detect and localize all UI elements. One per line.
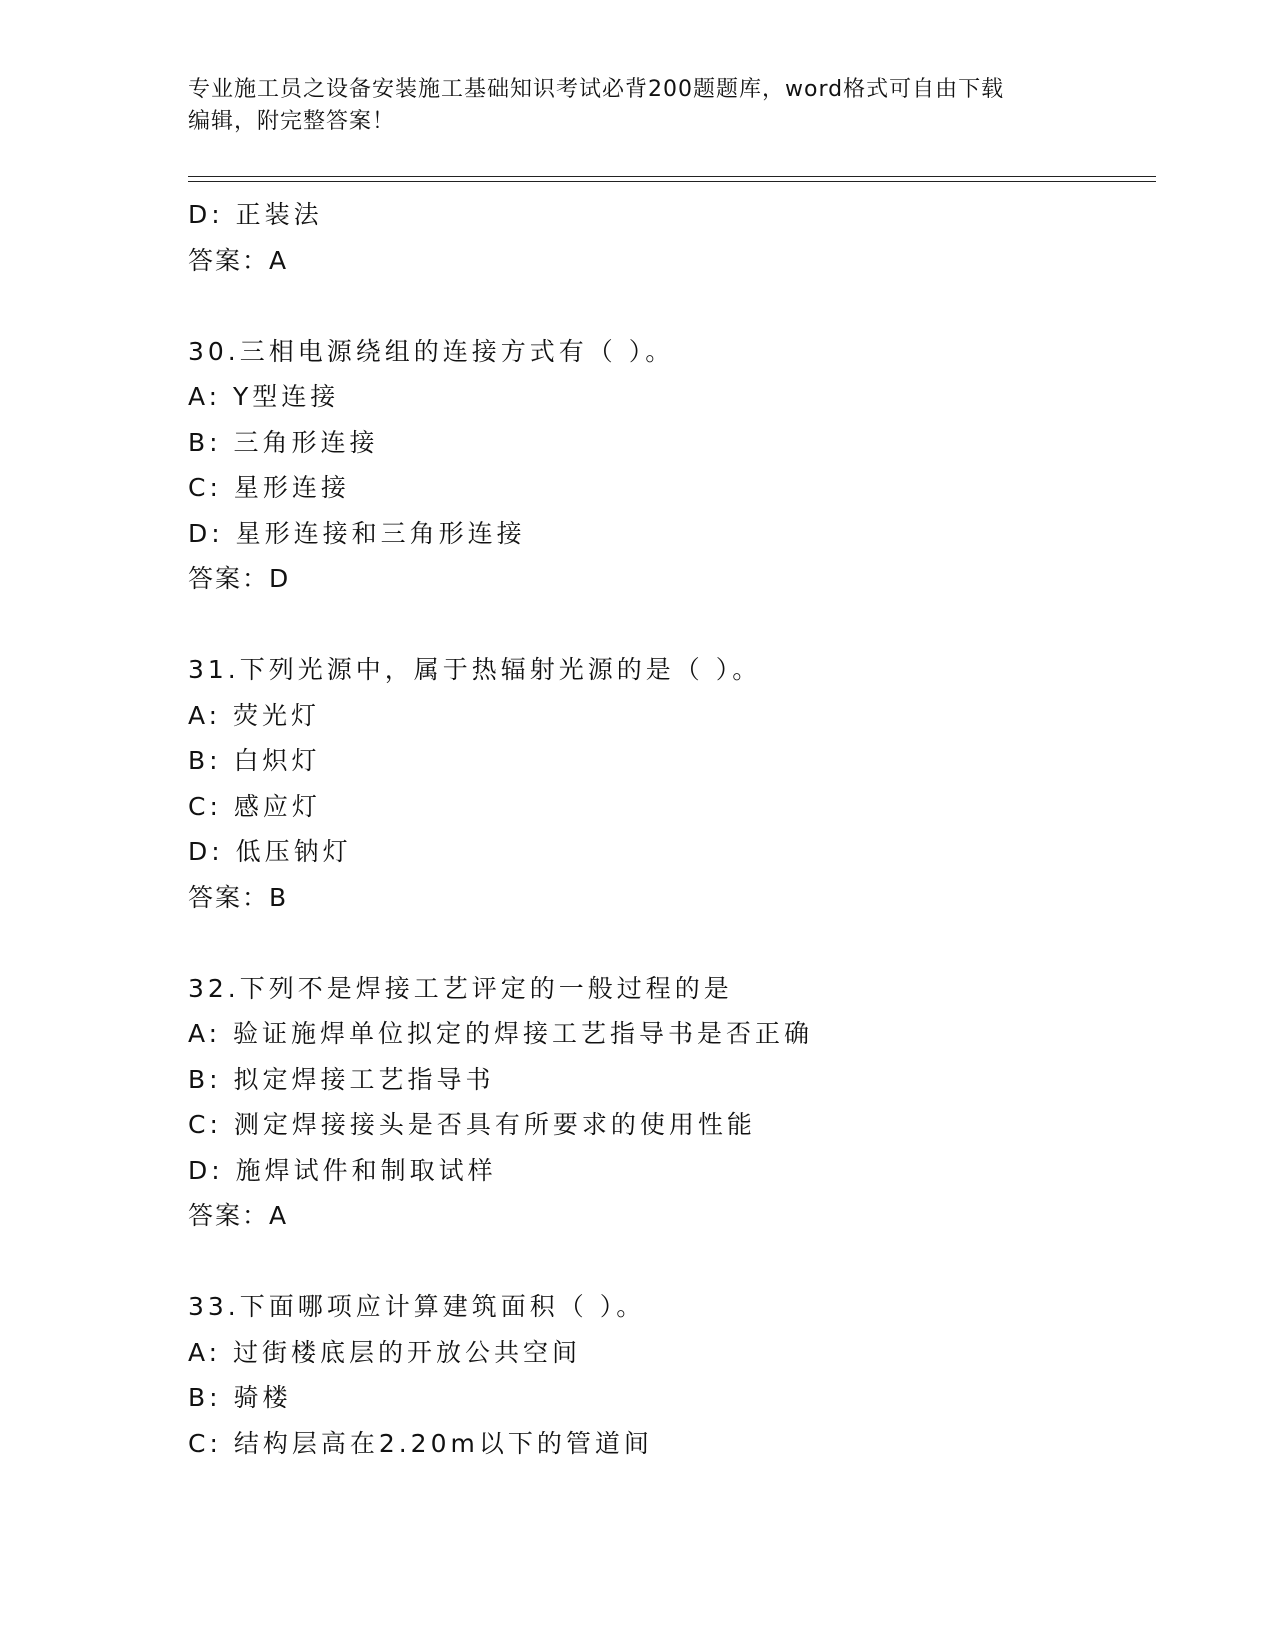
option-c: C: 测定焊接接头是否具有所要求的使用性能 xyxy=(188,1110,756,1139)
question-stem: 31.下列光源中，属于热辐射光源的是（ ）。 xyxy=(188,655,762,684)
question-list xyxy=(188,192,1156,1466)
spacer xyxy=(188,602,1156,648)
prev-question-answer: 答案：A xyxy=(188,245,289,275)
answer: 答案：A xyxy=(188,1201,289,1230)
question-33 xyxy=(188,1284,1156,1466)
answer: 答案：D xyxy=(188,564,291,593)
spacer xyxy=(188,920,1156,966)
option-b: B: 白炽灯 xyxy=(188,746,321,775)
header-divider-top xyxy=(188,176,1156,177)
question-stem: 32.下列不是焊接工艺评定的一般过程的是 xyxy=(188,973,733,1003)
question-stem: 30.三相电源绕组的连接方式有（ ）。 xyxy=(188,336,675,366)
spacer xyxy=(188,1239,1156,1285)
option-d: D: 低压钠灯 xyxy=(188,837,352,866)
option-a: A: 过街楼底层的开放公共空间 xyxy=(188,1337,582,1367)
header-divider-bottom xyxy=(188,181,1156,182)
option-b: B: 骑楼 xyxy=(188,1383,292,1412)
question-32 xyxy=(188,966,1156,1239)
prev-question-option-d: D: 正装法 xyxy=(188,200,323,229)
option-b: B: 三角形连接 xyxy=(188,427,379,457)
option-a: A: 验证施焊单位拟定的焊接工艺指导书是否正确 xyxy=(188,1019,814,1048)
answer: 答案：B xyxy=(188,882,289,912)
question-30 xyxy=(188,329,1156,602)
option-b: B: 拟定焊接工艺指导书 xyxy=(188,1064,495,1094)
option-c: C: 星形连接 xyxy=(188,473,350,502)
option-a: A: Y型连接 xyxy=(188,382,340,411)
header-title-line-1: 专业施工员之设备安装施工基础知识考试必背200题题库，word格式可自由下载 xyxy=(188,77,1005,102)
option-a: A: 荧光灯 xyxy=(188,700,321,730)
question-stem: 33.下面哪项应计算建筑面积（ ）。 xyxy=(188,1292,646,1321)
header-title-line-2: 编辑，附完整答案！ xyxy=(188,109,396,134)
option-d: D: 星形连接和三角形连接 xyxy=(188,518,526,548)
spacer xyxy=(188,283,1156,329)
question-31 xyxy=(188,647,1156,920)
option-c: C: 感应灯 xyxy=(188,791,321,821)
option-d: D: 施焊试件和制取试样 xyxy=(188,1155,497,1185)
option-c: C: 结构层高在2.20m以下的管道间 xyxy=(188,1428,653,1458)
document-header xyxy=(188,74,1068,138)
